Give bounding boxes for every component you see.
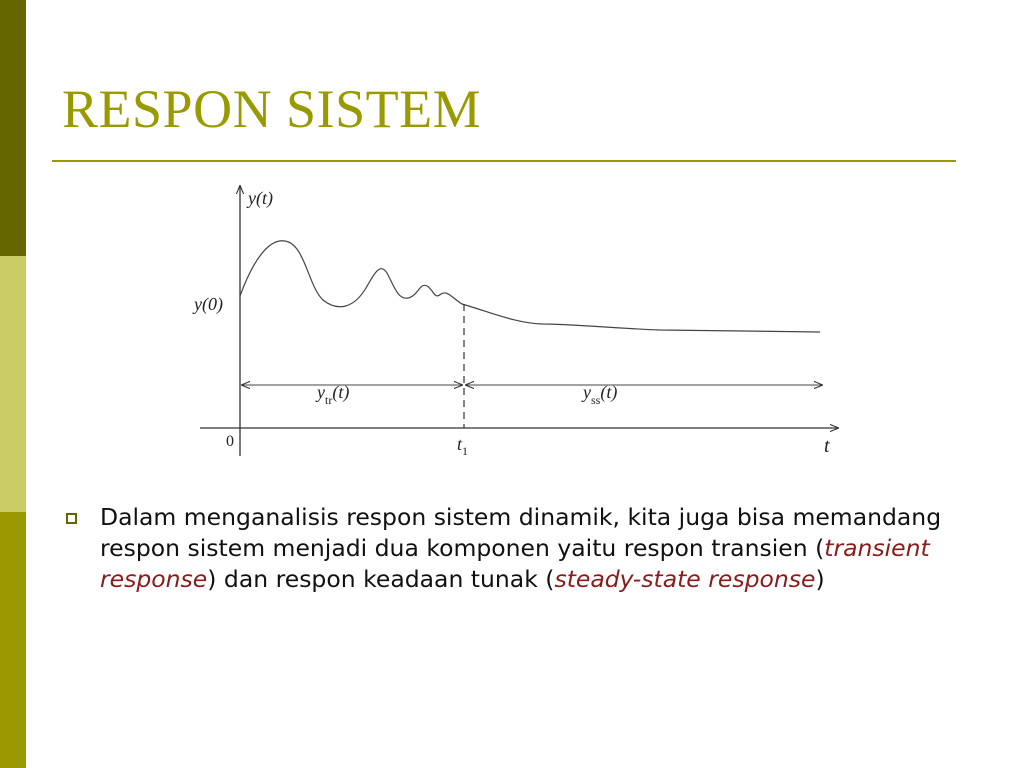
x-axis-label: t [824,435,830,457]
origin-label: 0 [226,433,234,450]
response-curve [240,241,820,332]
bullet-list [62,502,962,595]
steady-label-sub: ss [591,393,601,407]
square-bullet-icon [66,513,77,524]
y-axis-label: y(t) [248,188,273,208]
transient-label [315,382,349,407]
transient-label-main: y [317,382,325,402]
side-band-middle [0,256,26,512]
slide-title: RESPON SISTEM [62,79,482,139]
bullet-text-part1: Dalam menganalisis respon sistem dinamik, kita juga bisa memandang respon sistem menjadi dua komponen yaitu respon transien ( [100,503,942,562]
y0-label: y(0) [194,294,223,314]
response-diagram-svg [190,178,850,468]
response-diagram [190,178,850,468]
transient-response-term: transient response [100,534,930,593]
t1-label-sub: 1 [462,444,469,458]
transient-label-arg: (t) [332,382,350,402]
steady-state-response-term: steady-state response [554,565,816,593]
side-band-top [0,0,26,256]
side-band-bottom [0,512,26,768]
bullet-text [100,502,962,595]
steady-label [581,382,617,407]
title-divider [52,160,956,162]
t1-label [457,434,468,458]
bullet-text-part3: ) [815,565,825,593]
steady-label-arg: (t) [600,382,618,402]
bullet-text-part2: ) dan respon keadaan tunak ( [207,565,555,593]
transient-label-sub: tr [325,393,333,407]
bullet-item [62,502,962,595]
t1-label-main: t [457,434,463,454]
steady-label-main: y [583,382,591,402]
